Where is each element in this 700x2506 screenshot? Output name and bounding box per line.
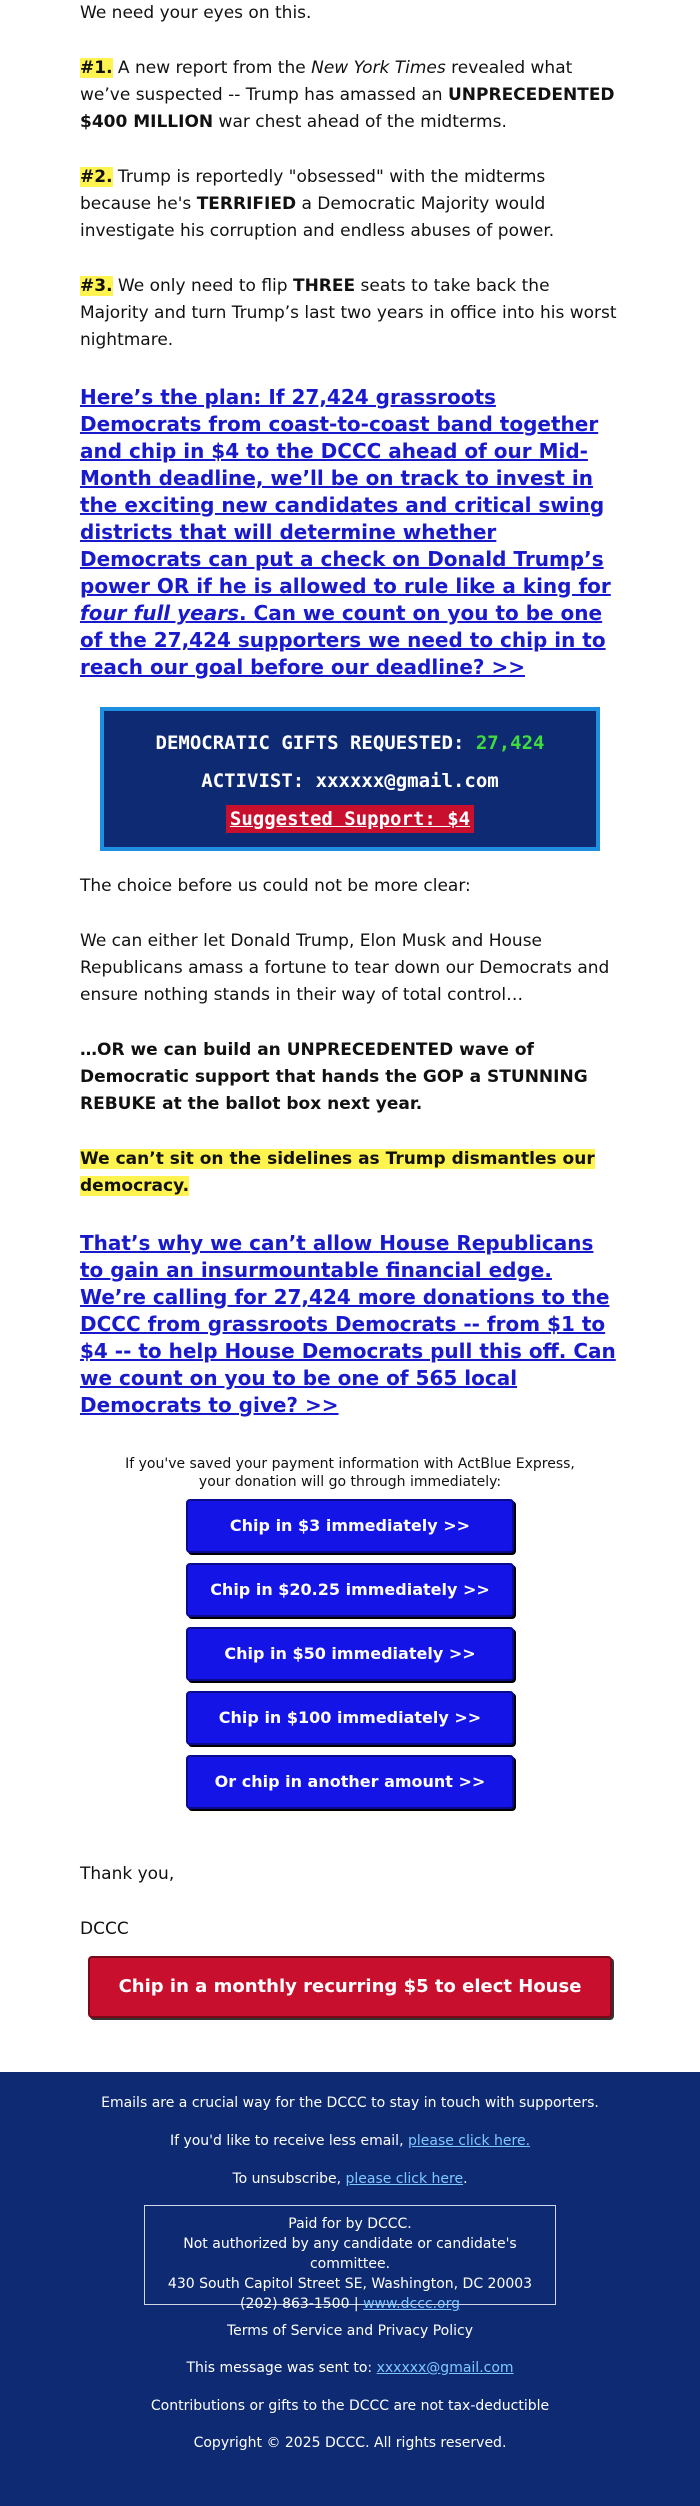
website-link[interactable]: www.dccc.org [363, 2296, 461, 2312]
point-1-source: New York Times [311, 58, 446, 78]
donate-buttons [0, 1499, 700, 1809]
copyright-text: Copyright © 2025 DCCC. All rights reserved. [193, 2435, 507, 2451]
chip-50-button[interactable]: Chip in $50 immediately >> [186, 1627, 514, 1681]
sent-to-email-link[interactable]: xxxxxx@gmail.com [376, 2360, 514, 2376]
address-text: 430 South Capitol Street SE, Washington, DC 20003 [167, 2276, 533, 2292]
actblue-note [0, 1455, 700, 1491]
tax-disclaimer: Contributions or gifts to the DCCC are not tax-deductible [150, 2398, 550, 2414]
footer-unsubscribe-text: To unsubscribe, [232, 2171, 346, 2187]
paid-by-text: Paid for by DCCC. [288, 2216, 412, 2232]
choice-text: The choice before us could not be more clear: [80, 876, 471, 896]
sent-to-text: This message was sent to: [186, 2360, 377, 2376]
gifts-requested-row [104, 729, 596, 757]
phone-website [145, 2294, 555, 2314]
point-2-text-b: a Democratic Majority would investigate his corruption and endless abuses of power. [80, 194, 555, 241]
point-1-tag: #1. [80, 58, 113, 78]
point-2 [80, 164, 620, 245]
suggested-support-row [104, 805, 596, 833]
sidelines-highlight: We can’t sit on the sidelines as Trump dismantles our democracy. [80, 1149, 595, 1196]
terms-privacy-link[interactable]: Terms of Service and Privacy Policy [226, 2323, 473, 2339]
point-1-text-b: revealed what we’ve suspected -- Trump has amassed an [80, 58, 573, 105]
signature-text: DCCC [80, 1919, 129, 1939]
point-3-text-b: seats to take back the Majority and turn Trump’s last two years in office into his worst nightmare. [80, 276, 617, 350]
point-3-text-a: We only need to flip [112, 276, 293, 296]
activist-row: ACTIVIST: xxxxxx@gmail.com [201, 770, 499, 792]
footer-unsubscribe-end: . [463, 2171, 468, 2187]
chip-3-button[interactable]: Chip in $3 immediately >> [186, 1499, 514, 1553]
footer-sent-to [0, 2358, 700, 2378]
plan-link-emphasis: four full years [80, 601, 239, 625]
point-1-emphasis: UNPRECEDENTED $400 MILLION [80, 85, 615, 132]
sidelines-text [80, 1146, 620, 1200]
point-1-text-c: war chest ahead of the midterms. [213, 112, 507, 132]
unsubscribe-link[interactable]: please click here [345, 2171, 464, 2187]
email-content-2 [0, 851, 700, 1419]
not-authorized-text: Not authorized by any candidate or candidate's committee. [183, 2236, 517, 2272]
gifts-requested-label: DEMOCRATIC GIFTS REQUESTED: [155, 732, 476, 754]
point-3 [80, 273, 620, 354]
gifts-requested-value: 27,424 [475, 732, 545, 754]
actblue-note-line-1: If you've saved your payment information with ActBlue Express, [125, 1456, 575, 1472]
point-2-tag: #2. [80, 167, 113, 187]
paid-for-box [144, 2205, 556, 2312]
thanks-text: Thank you, [80, 1864, 175, 1884]
point-1 [80, 55, 620, 136]
chip-100-button[interactable]: Chip in $100 immediately >> [186, 1691, 514, 1745]
point-3-emphasis: THREE [292, 276, 356, 296]
point-2-emphasis: TERRIFIED [196, 194, 297, 214]
actblue-note-line-2: your donation will go through immediately: [198, 1474, 502, 1490]
point-1-text-a: A new report from the [112, 58, 312, 78]
intro-text: We need your eyes on this. [80, 3, 312, 23]
plan-donate-link[interactable] [80, 384, 620, 681]
or-text: …OR we can build an UNPRECEDENTED wave of Democratic support that hands the GOP a STUNNING REBUKE at the ballot box next year. [80, 1040, 588, 1114]
why-donate-link[interactable]: That’s why we can’t allow House Republicans to gain an insurmountable financial edge. We’re calling for 27,424 more donations to the DCCC from grassroots Democrats -- from $1 to $4 -- to help House Democrats pull this off. Can we count on you to be one of 565 local Democrats to give? >> [80, 1231, 616, 1417]
footer-unsubscribe [0, 2169, 700, 2189]
monthly-button-wrap [0, 1956, 700, 2055]
signoff [0, 1819, 700, 1943]
either-text: We can either let Donald Trump, Elon Musk and House Republicans amass a fortune to tear down our Democrats and ensure nothing stands in their way of total control… [80, 931, 610, 1005]
chip-other-amount-button[interactable]: Or chip in another amount >> [186, 1755, 514, 1809]
plan-link-text-b: . Can we count on you to be one of the 27,424 supporters we need to chip in to reach our goal before our deadline? >> [80, 601, 606, 679]
footer-less-email [0, 2131, 700, 2151]
email-content [0, 0, 700, 681]
footer-less-email-text: If you'd like to receive less email, [169, 2133, 408, 2149]
phone-text: (202) 863-1500 | [239, 2296, 364, 2312]
monthly-recurring-button[interactable]: Chip in a monthly recurring $5 to elect House Dems >> [88, 1956, 612, 2018]
plan-link-text-a: Here’s the plan: If 27,424 grassroots Democrats from coast-to-coast band together and chip in $4 to the DCCC ahead of our Mid-Month deadline, we’ll be on track to invest in the exciting new candidates and critical swing districts that will determine whether Democrats can put a check on Donald Trump’s power OR if he is allowed to rule like a king for [80, 385, 611, 598]
point-3-tag: #3. [80, 276, 113, 296]
footer [0, 2072, 700, 2506]
suggested-support-link[interactable]: Suggested Support: $4 [226, 805, 474, 833]
chip-20-button[interactable]: Chip in $20.25 immediately >> [186, 1563, 514, 1617]
point-2-text-a: Trump is reportedly "obsessed" with the midterms because he's [80, 167, 546, 214]
less-email-link[interactable]: please click here. [407, 2133, 531, 2149]
footer-emails-text: Emails are a crucial way for the DCCC to stay in touch with supporters. [101, 2095, 599, 2111]
gifts-info-box[interactable] [100, 707, 600, 851]
